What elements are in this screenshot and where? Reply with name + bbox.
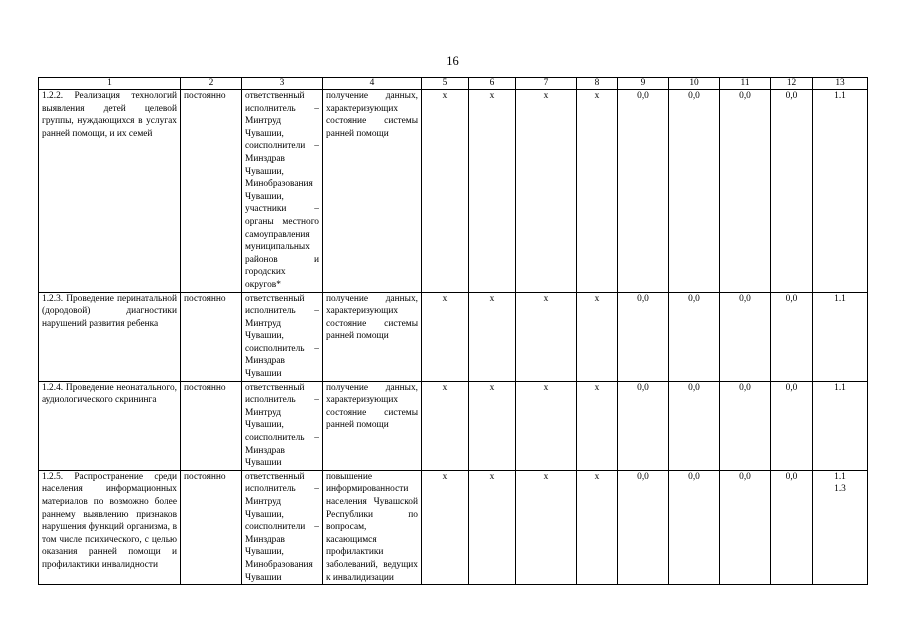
column-number: 9 — [618, 78, 669, 90]
column-number: 13 — [813, 78, 868, 90]
value-cell: x — [577, 381, 618, 470]
measure-cell: 1.2.3. Проведение перинатальной (дородовой) диагностики нарушений развития ребенка — [39, 292, 181, 381]
value-cell: x — [422, 470, 469, 584]
funding-cell: 0,0 — [669, 470, 720, 584]
value-cell: x — [516, 470, 577, 584]
indicator-code-cell — [813, 90, 868, 293]
column-number: 8 — [577, 78, 618, 90]
result-cell: повышение информированности населения Чувашской Республики по вопросам, касающимся профилактики заболеваний, ведущих к инвалидизации — [323, 470, 422, 584]
measure-cell: 1.2.2. Реализация технологий выявления детей целевой группы, нуждающихся в услугах ранней помощи, и их семей — [39, 90, 181, 293]
executor-cell: ответственный исполнитель – Минтруд Чувашии, соисполнитель – Минздрав Чувашии — [242, 292, 323, 381]
indicator-code-cell — [813, 470, 868, 584]
funding-cell: 0,0 — [771, 90, 813, 293]
funding-cell: 0,0 — [618, 90, 669, 293]
funding-cell: 0,0 — [618, 381, 669, 470]
value-cell: x — [577, 90, 618, 293]
funding-cell: 0,0 — [720, 381, 771, 470]
page-number: 16 — [446, 54, 459, 68]
column-number: 10 — [669, 78, 720, 90]
period-cell: постоянно — [181, 292, 242, 381]
period-cell: постоянно — [181, 90, 242, 293]
value-cell: x — [422, 381, 469, 470]
value-cell: x — [422, 90, 469, 293]
indicator-code: 1.3 — [834, 484, 846, 495]
indicator-code: 1.1 — [834, 471, 846, 482]
value-cell: x — [469, 470, 516, 584]
indicator-code: 1.1 — [834, 293, 846, 304]
executor-cell: ответственный исполнитель – Минтруд Чувашии, соисполнители – Минздрав Чувашии, Минобразования Чувашии — [242, 470, 323, 584]
value-cell: x — [469, 292, 516, 381]
column-number: 12 — [771, 78, 813, 90]
period-cell: постоянно — [181, 381, 242, 470]
value-cell: x — [469, 381, 516, 470]
result-cell: получение данных, характеризующих состояние системы ранней помощи — [323, 90, 422, 293]
executor-cell: ответственный исполнитель – Минтруд Чувашии, соисполнители – Минздрав Чувашии, Минобразования Чувашии, участники – органы местного самоуправления муниципальных районов и городских округов* — [242, 90, 323, 293]
column-number: 6 — [469, 78, 516, 90]
value-cell: x — [516, 90, 577, 293]
column-number: 7 — [516, 78, 577, 90]
indicator-code: 1.1 — [834, 91, 846, 101]
table-row — [39, 90, 868, 293]
column-number: 4 — [323, 78, 422, 90]
column-number-row — [39, 78, 868, 90]
program-measures-table — [38, 77, 868, 585]
value-cell: x — [422, 292, 469, 381]
column-number: 1 — [39, 78, 181, 90]
result-cell: получение данных, характеризующих состояние системы ранней помощи — [323, 292, 422, 381]
table-row — [39, 381, 868, 470]
funding-cell: 0,0 — [669, 90, 720, 293]
funding-cell: 0,0 — [669, 381, 720, 470]
indicator-code-cell — [813, 381, 868, 470]
executor-cell: ответственный исполнитель – Минтруд Чувашии, соисполнитель – Минздрав Чувашии — [242, 381, 323, 470]
column-number: 2 — [181, 78, 242, 90]
value-cell: x — [516, 292, 577, 381]
result-cell: получение данных, характеризующих состояние системы ранней помощи — [323, 381, 422, 470]
table-row — [39, 470, 868, 584]
period-cell: постоянно — [181, 470, 242, 584]
column-number: 5 — [422, 78, 469, 90]
indicator-code-cell — [813, 292, 868, 381]
funding-cell: 0,0 — [771, 470, 813, 584]
column-number: 11 — [720, 78, 771, 90]
funding-cell: 0,0 — [618, 292, 669, 381]
value-cell: x — [577, 292, 618, 381]
measure-cell: 1.2.4. Проведение неонатального, аудиологического скрининга — [39, 381, 181, 470]
funding-cell: 0,0 — [720, 90, 771, 293]
measure-cell: 1.2.5. Распространение среди населения информационных материалов по возможно более раннему выявлению признаков нарушения функций организма, в том числе психического, с целью оказания ранней помощи и профилактики инвалидности — [39, 470, 181, 584]
indicator-code: 1.1 — [834, 382, 846, 393]
funding-cell: 0,0 — [720, 292, 771, 381]
value-cell: x — [469, 90, 516, 293]
funding-cell: 0,0 — [720, 470, 771, 584]
funding-cell: 0,0 — [771, 381, 813, 470]
funding-cell: 0,0 — [669, 292, 720, 381]
column-number: 3 — [242, 78, 323, 90]
funding-cell: 0,0 — [771, 292, 813, 381]
funding-cell: 0,0 — [618, 470, 669, 584]
value-cell: x — [516, 381, 577, 470]
table-row — [39, 292, 868, 381]
value-cell: x — [577, 470, 618, 584]
